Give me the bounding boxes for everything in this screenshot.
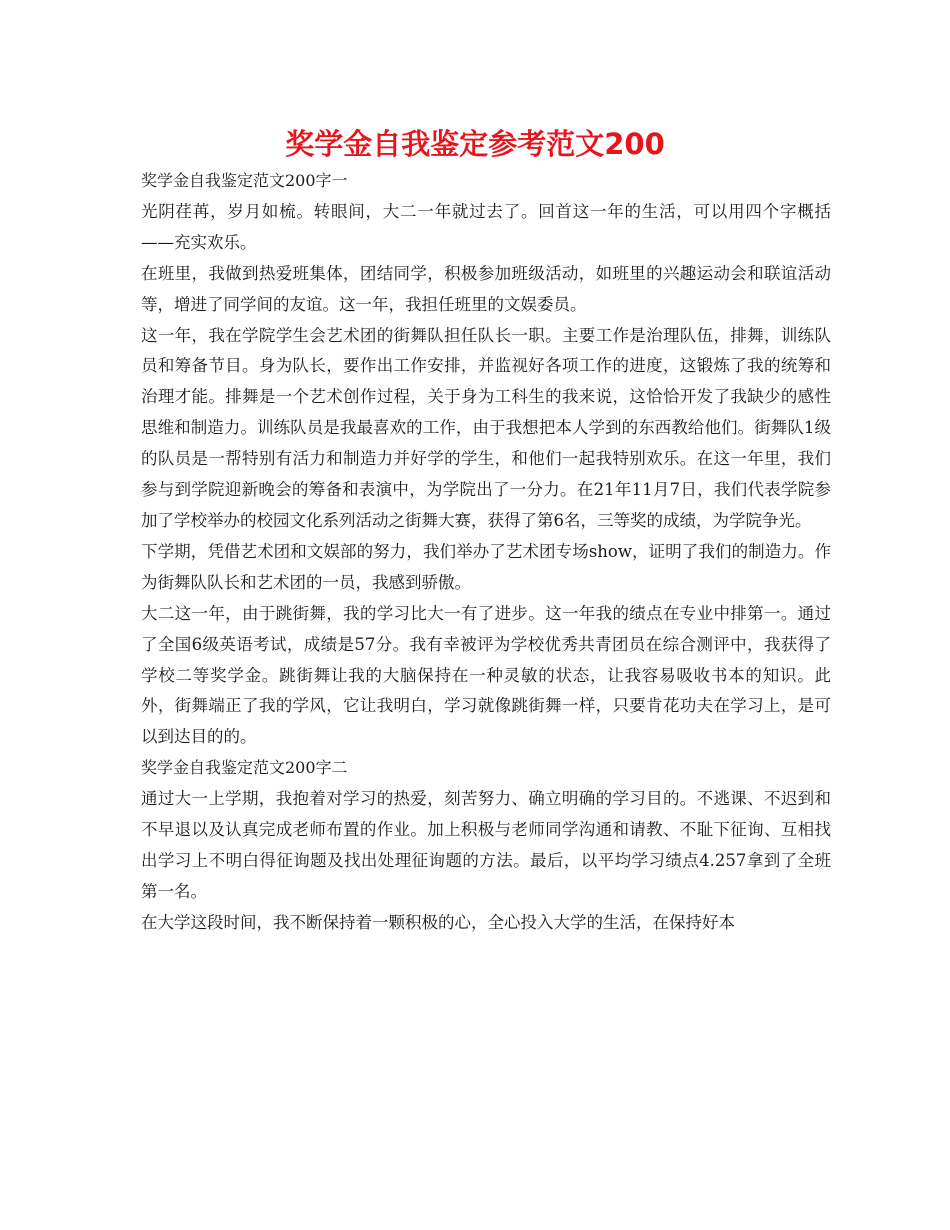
paragraph: 通过大一上学期，我抱着对学习的热爱，刻苦努力、确立明确的学习目的。不逃课、不迟到和不早退以及认真完成老师布置的作业。加上积极与老师同学沟通和请教、不耻下征询、互相找出学习上不明白得征询题及找出处理征询题的方法。最后，以平均学习绩点4.257拿到了全班第一名。: [141, 789, 831, 901]
paragraph: 这一年，我在学院学生会艺术团的街舞队担任队长一职。主要工作是治理队伍，排舞，训练队员和筹备节目。身为队长，要作出工作安排，并监视好各项工作的进度，这锻炼了我的统筹和治理才能。排舞是一个艺术创作过程，关于身为工科生的我来说，这恰恰开发了我缺少的感性思维和制造力。训练队员是我最喜欢的工作，由于我想把本人学到的东西教给他们。街舞队1级的队员是一帮特别有活力和制造力并好学的学生，和他们一起我特别欢乐。在这一年里，我们参与到学院迎新晚会的筹备和表演中，为学院出了一分力。在21年11月7日，我们代表学院参加了学校举办的校园文化系列活动之街舞大赛，获得了第6名，三等奖的成绩，为学院争光。: [141, 325, 831, 530]
paragraph: 光阴荏苒，岁月如梳。转眼间，大二一年就过去了。回首这一年的生活，可以用四个字概括——充实欢乐。: [141, 201, 831, 252]
paragraph: 在班里，我做到热爱班集体，团结同学，积极参加班级活动，如班里的兴趣运动会和联谊活动等，增进了同学间的友谊。这一年，我担任班里的文娱委员。: [141, 263, 831, 314]
section-heading-one: 奖学金自我鉴定范文200字一: [141, 171, 348, 190]
document-title: 奖学金自我鉴定参考范文200: [285, 127, 665, 161]
document-body: [141, 166, 831, 939]
section-heading-two: 奖学金自我鉴定范文200字二: [141, 758, 348, 778]
paragraph: 大二这一年，由于跳街舞，我的学习比大一有了进步。这一年我的绩点在专业中排第一。通过了全国6级英语考试，成绩是57分。我有幸被评为学校优秀共青团员在综合测评中，我获得了学校二等奖学金。跳街舞让我的大脑保持在一种灵敏的状态，让我容易吸收书本的知识。此外，街舞端正了我的学风，它让我明白，学习就像跳街舞一样，只要肯花功夫在学习上，是可以到达目的的。: [141, 603, 831, 747]
paragraph: 下学期，凭借艺术团和文娱部的努力，我们举办了艺术团专场show，证明了我们的制造力。作为街舞队队长和艺术团的一员，我感到骄傲。: [141, 541, 831, 592]
paragraph: 在大学这段时间，我不断保持着一颗积极的心，全心投入大学的生活，在保持好本: [141, 912, 735, 932]
